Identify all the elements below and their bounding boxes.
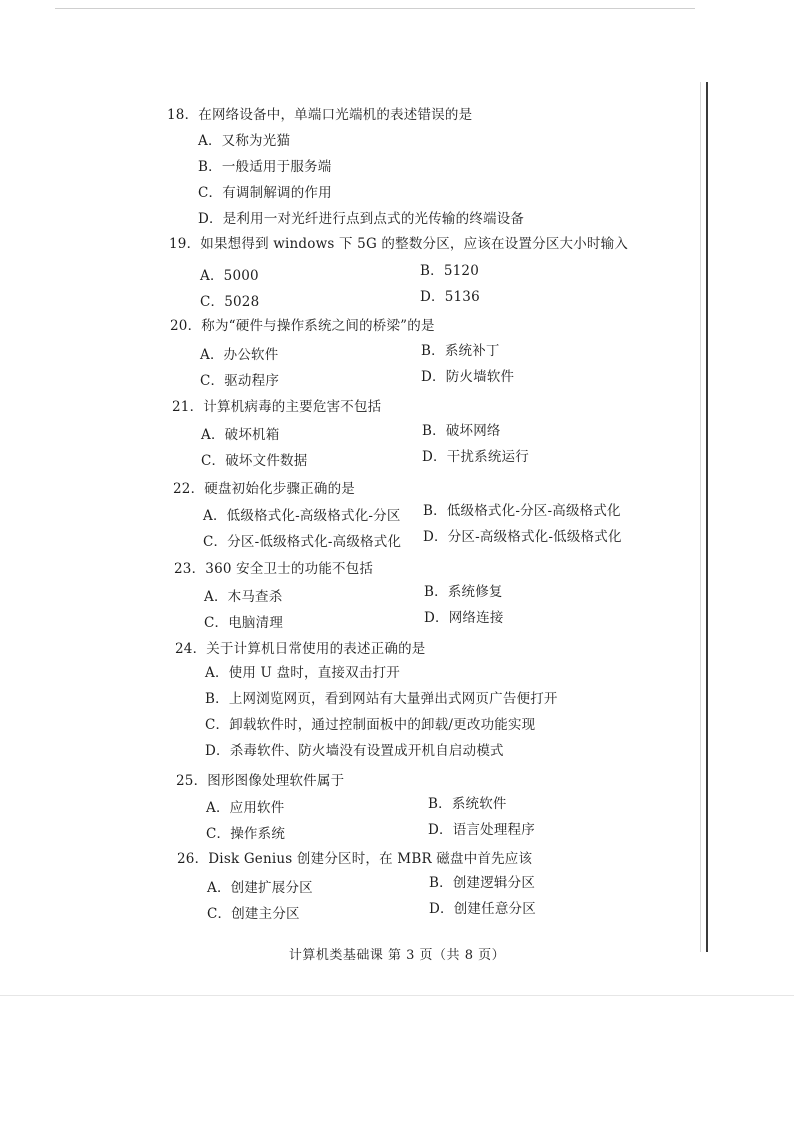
- question-24-option-d: D．杀毒软件、防火墙没有设置成开机自启动模式: [205, 743, 504, 759]
- question-23-option-c: C．电脑清理: [204, 615, 284, 631]
- question-21-option-c: C．破坏文件数据: [201, 453, 308, 469]
- scan-edge-top: [55, 8, 695, 9]
- question-21-option-b: B．破坏网络: [422, 423, 501, 439]
- question-25-option-d: D．语言处理程序: [428, 822, 535, 838]
- question-19-option-b: B．5120: [420, 263, 479, 279]
- question-20-option-d: D．防火墙软件: [421, 369, 515, 385]
- question-24-stem: 24．关于计算机日常使用的表述正确的是: [175, 641, 426, 657]
- question-18-option-b: B．一般适用于服务端: [198, 159, 332, 175]
- question-20-option-a: A．办公软件: [200, 347, 279, 363]
- question-18-option-d: D．是利用一对光纤进行点到点式的光传输的终端设备: [198, 211, 525, 227]
- question-26-option-a: A．创建扩展分区: [207, 880, 313, 896]
- question-21-option-a: A．破坏机箱: [201, 427, 280, 443]
- question-25-option-b: B．系统软件: [428, 796, 507, 812]
- question-22-option-c: C．分区-低级格式化-高级格式化: [203, 534, 402, 550]
- scan-edge-right: [706, 82, 708, 952]
- question-23-option-b: B．系统修复: [424, 584, 503, 600]
- question-21-stem: 21．计算机病毒的主要危害不包括: [172, 399, 382, 415]
- question-26-option-d: D．创建任意分区: [429, 901, 536, 917]
- question-18-option-a: A．又称为光猫: [198, 133, 291, 149]
- question-24-option-c: C．卸载软件时，通过控制面板中的卸载/更改功能实现: [205, 717, 536, 733]
- question-24-option-a: A．使用 U 盘时，直接双击打开: [205, 665, 400, 681]
- question-20-option-c: C．驱动程序: [200, 373, 280, 389]
- question-18-option-c: C．有调制解调的作用: [198, 185, 332, 201]
- question-25-option-a: A．应用软件: [206, 800, 285, 816]
- question-20-option-b: B．系统补丁: [421, 343, 500, 359]
- question-20-stem: 20．称为“硬件与操作系统之间的桥梁”的是: [170, 318, 435, 334]
- question-26-option-b: B．创建逻辑分区: [429, 875, 536, 891]
- question-19-option-a: A．5000: [200, 268, 259, 284]
- question-19-option-d: D．5136: [420, 289, 480, 305]
- question-18-stem: 18．在网络设备中，单端口光端机的表述错误的是: [167, 107, 473, 123]
- question-25-stem: 25．图形图像处理软件属于: [176, 773, 345, 789]
- scan-edge-right-faint: [700, 82, 701, 952]
- question-21-option-d: D．干扰系统运行: [422, 449, 529, 465]
- scan-edge-bottom: [0, 995, 794, 996]
- question-22-option-b: B．低级格式化-分区-高级格式化: [423, 503, 621, 519]
- question-19-option-c: C．5028: [200, 294, 260, 310]
- question-25-option-c: C．操作系统: [206, 826, 286, 842]
- question-24-option-b: B．上网浏览网页，看到网站有大量弹出式网页广告便打开: [205, 691, 558, 707]
- question-23-option-a: A．木马查杀: [204, 589, 283, 605]
- question-26-stem: 26．Disk Genius 创建分区时，在 MBR 磁盘中首先应该: [177, 851, 533, 867]
- question-23-stem: 23．360 安全卫士的功能不包括: [174, 561, 374, 577]
- question-22-option-a: A．低级格式化-高级格式化-分区: [203, 508, 401, 524]
- question-26-option-c: C．创建主分区: [207, 906, 300, 922]
- question-22-stem: 22．硬盘初始化步骤正确的是: [173, 481, 355, 497]
- question-23-option-d: D．网络连接: [424, 610, 504, 626]
- page-footer: 计算机类基础课 第 3 页（共 8 页）: [288, 948, 506, 963]
- question-19-stem: 19．如果想得到 windows 下 5G 的整数分区，应该在设置分区大小时输入: [169, 236, 629, 252]
- question-22-option-d: D．分区-高级格式化-低级格式化: [423, 529, 622, 545]
